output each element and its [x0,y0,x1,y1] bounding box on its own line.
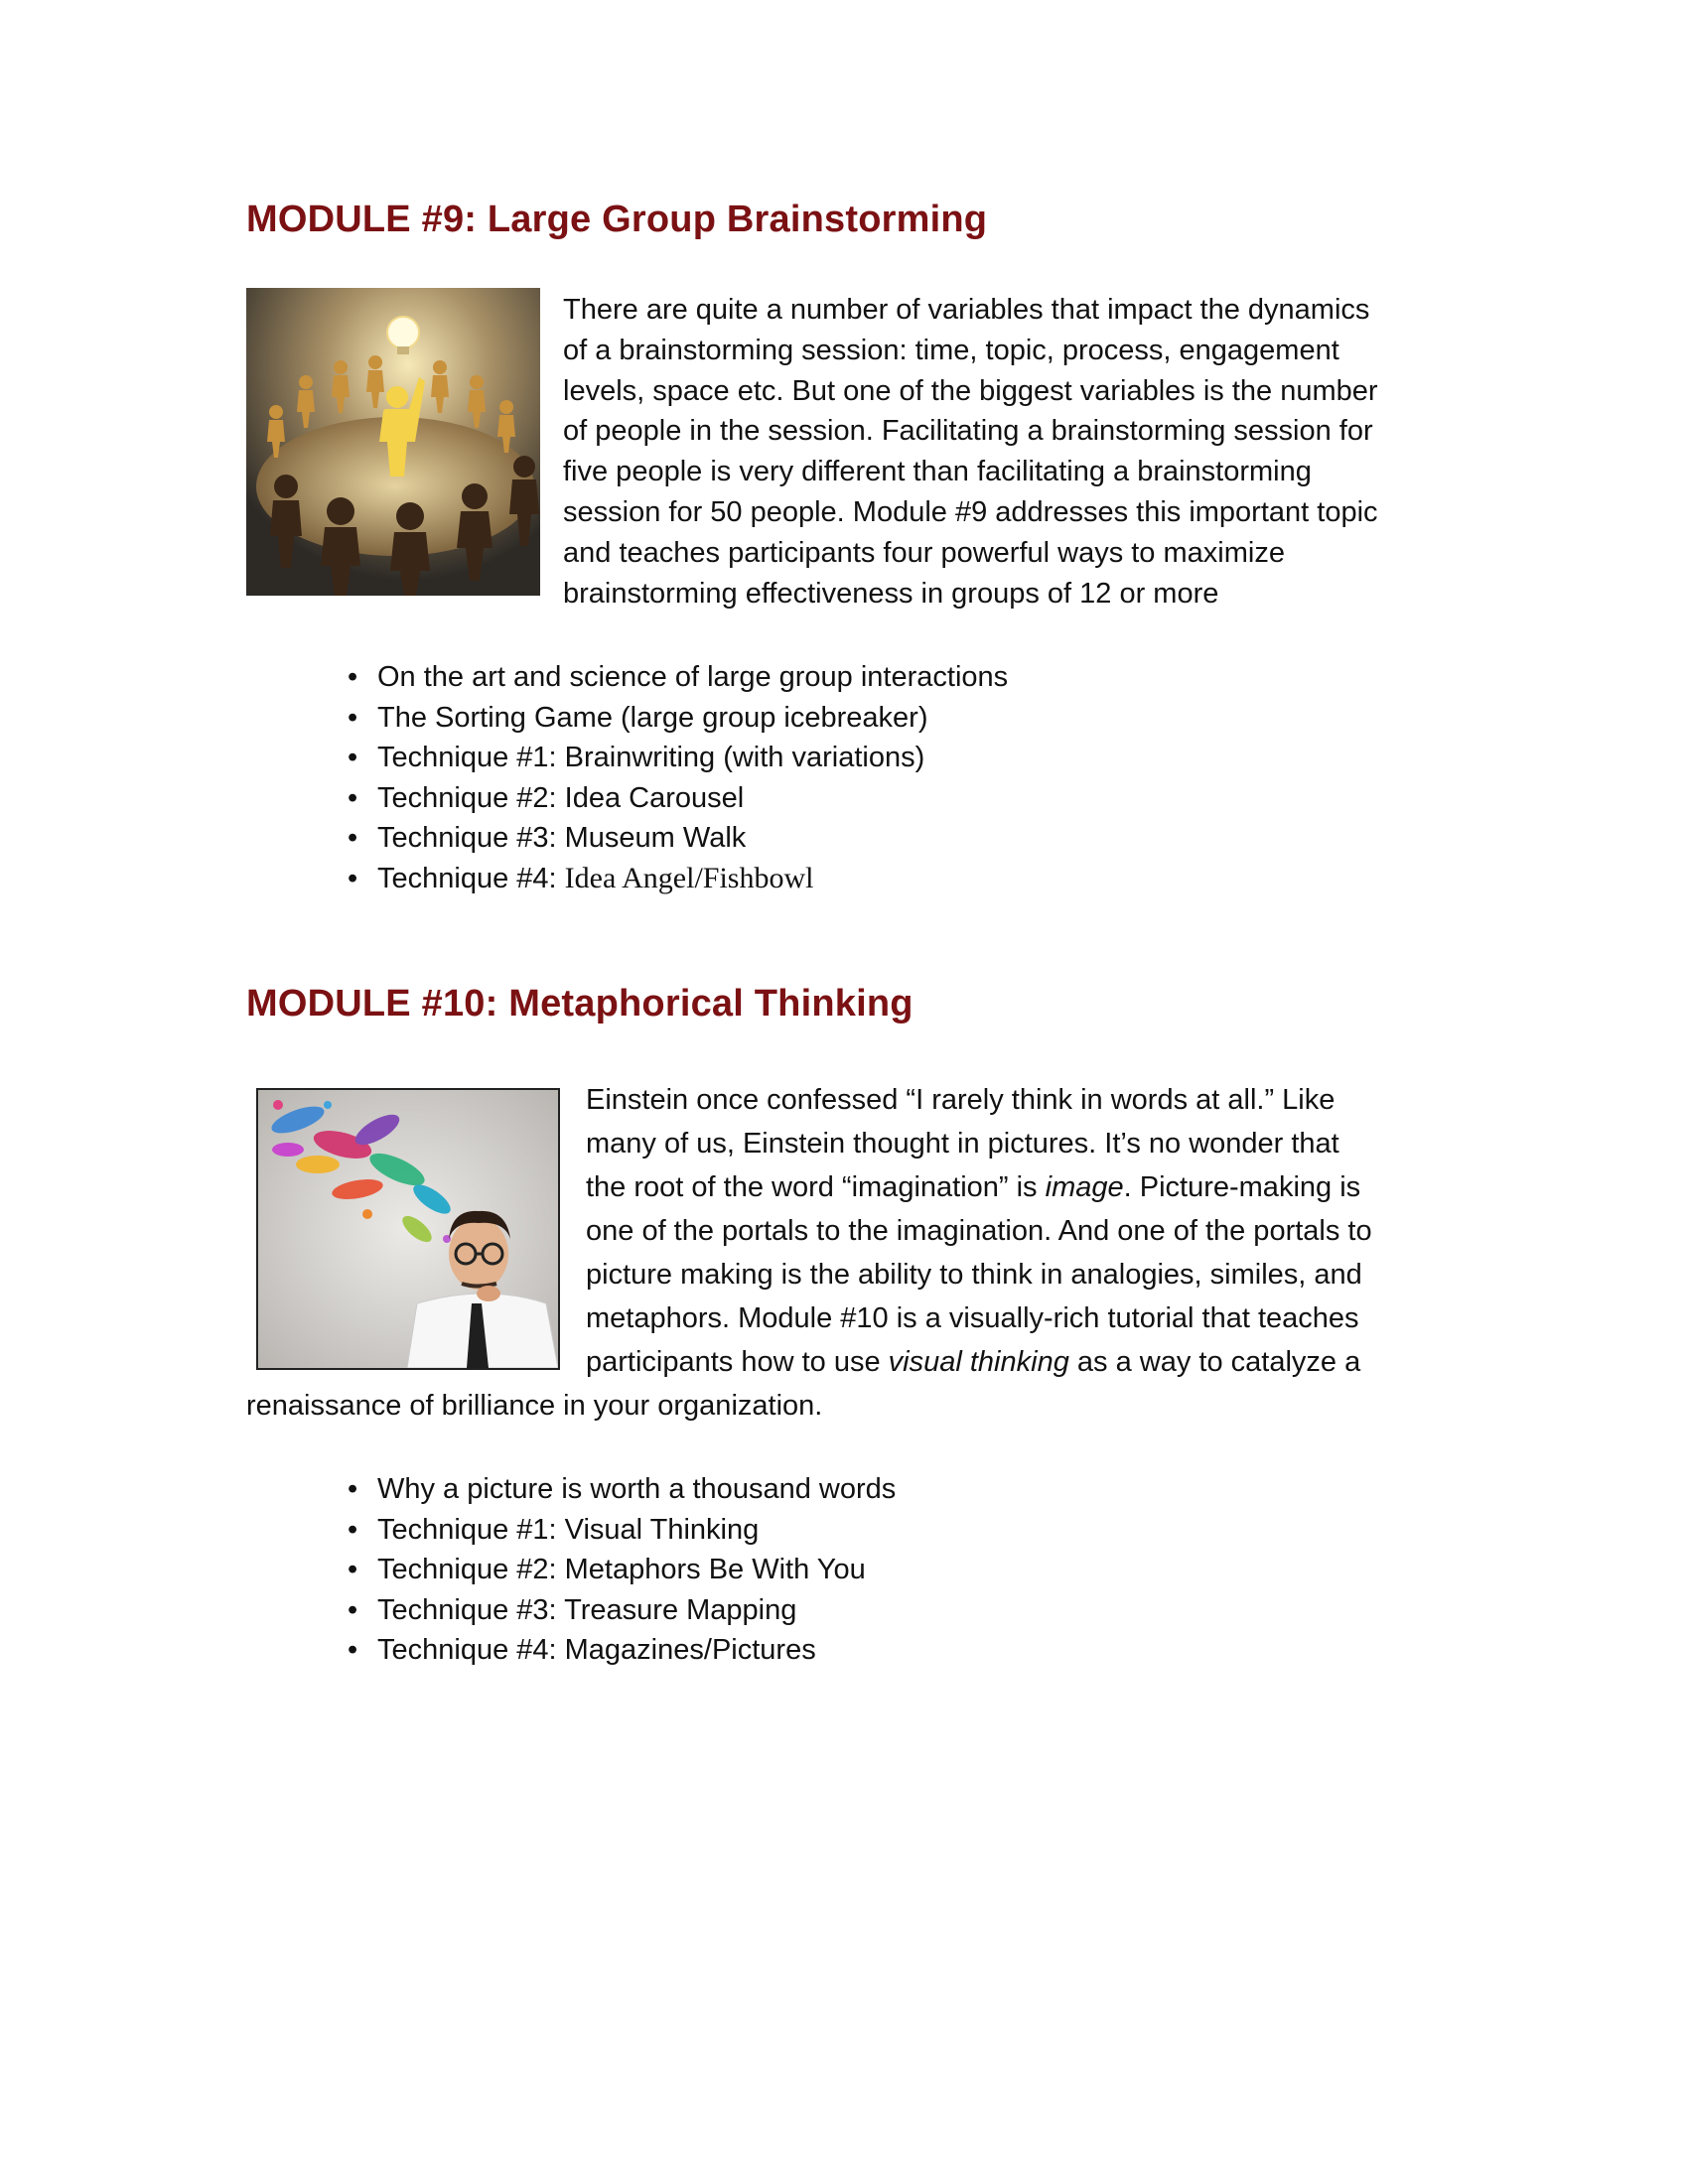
list-item [348,698,1008,739]
module-10-line [586,1165,1479,1209]
bullet-icon: • [348,701,358,734]
bullet-icon: • [348,1554,358,1585]
bullet-icon: • [348,862,358,894]
list-item [348,738,1008,778]
module-10-emphasis: image [1045,1171,1124,1203]
module-9-line: levels, space etc. But one of the biggest variables is the number [563,374,1378,407]
module-10-title: MODULE #10: Metaphorical Thinking [246,983,914,1024]
bullet-icon: • [348,661,358,693]
module-9-line: brainstorming effectiveness in groups of 12 or more [563,577,1219,610]
module-9-line: and teaches participants four powerful ways to maximize [563,536,1285,569]
bullet-icon: • [348,742,358,773]
module-10-line: one of the portals to the imagination. And one of the portals to [586,1215,1372,1247]
list-item-text: Technique #1: Visual Thinking [377,1513,760,1546]
list-item [348,818,1008,859]
module-9-title: MODULE #9: Large Group Brainstorming [246,199,988,240]
list-item [348,1590,896,1631]
people-circle-lightbulb-image [246,288,540,596]
bullet-icon: • [348,1593,358,1626]
module-10-description [586,1078,1479,1384]
list-item-text: Technique #1: Brainwriting (with variations) [377,742,925,773]
list-item-text: Technique #3: Museum Walk [377,822,747,854]
list-item [348,1550,896,1590]
list-item [348,859,1008,899]
bullet-icon: • [348,781,358,814]
man-thinking-splash-image [256,1088,560,1370]
module-10-line [586,1340,1479,1384]
list-item-text: Technique #2: Metaphors Be With You [377,1554,866,1585]
list-item-text: Technique #4: [377,862,565,894]
module-10-bullet-list [348,1469,896,1671]
module-10-text: participants how to use [586,1346,889,1378]
module-10-text: the root of the word “imagination” is [586,1171,1046,1203]
list-item-text: Technique #3: Treasure Mapping [377,1593,797,1626]
module-9-description [563,290,1457,614]
module-10-line: metaphors. Module #10 is a visually-rich tutorial that teaches [586,1302,1359,1334]
module-10-text: as a way to catalyze a [1068,1346,1361,1378]
module-10-line: Einstein once confessed “I rarely think in words at all.” Like [586,1084,1336,1116]
module-9-line: five people is very different than facilitating a brainstorming [563,456,1312,488]
list-item [348,1469,896,1510]
module-9-line: There are quite a number of variables that impact the dynamics [563,294,1370,326]
list-item [348,1630,896,1671]
module-9-line: session for 50 people. Module #9 addresses this important topic [563,495,1378,528]
module-10-text: . Picture-making is [1123,1171,1361,1203]
module-9-line: of a brainstorming session: time, topic, process, engagement [563,334,1339,366]
module-9-line: of people in the session. Facilitating a brainstorming session for [563,415,1373,448]
module-10-line: renaissance of brilliance in your organization. [246,1390,823,1422]
bullet-icon: • [348,1513,358,1546]
list-item-text: Technique #2: Idea Carousel [377,781,745,814]
bullet-icon: • [348,1634,358,1666]
list-item-text: On the art and science of large group interactions [377,661,1009,693]
list-item-text-serif: Idea Angel/Fishbowl [564,861,814,894]
bullet-icon: • [348,1473,358,1505]
module-10-line: picture making is the ability to think in analogies, similes, and [586,1259,1362,1291]
list-item [348,657,1008,698]
list-item-text: Why a picture is worth a thousand words [377,1473,897,1505]
module-9-bullet-list [348,657,1008,898]
module-10-line: many of us, Einstein thought in pictures. It’s no wonder that [586,1128,1339,1160]
list-item-text: The Sorting Game (large group icebreaker) [377,701,928,734]
module-10-emphasis: visual thinking [888,1346,1069,1378]
bullet-icon: • [348,822,358,854]
list-item-text: Technique #4: Magazines/Pictures [377,1634,816,1666]
list-item [348,1510,896,1551]
list-item [348,778,1008,819]
